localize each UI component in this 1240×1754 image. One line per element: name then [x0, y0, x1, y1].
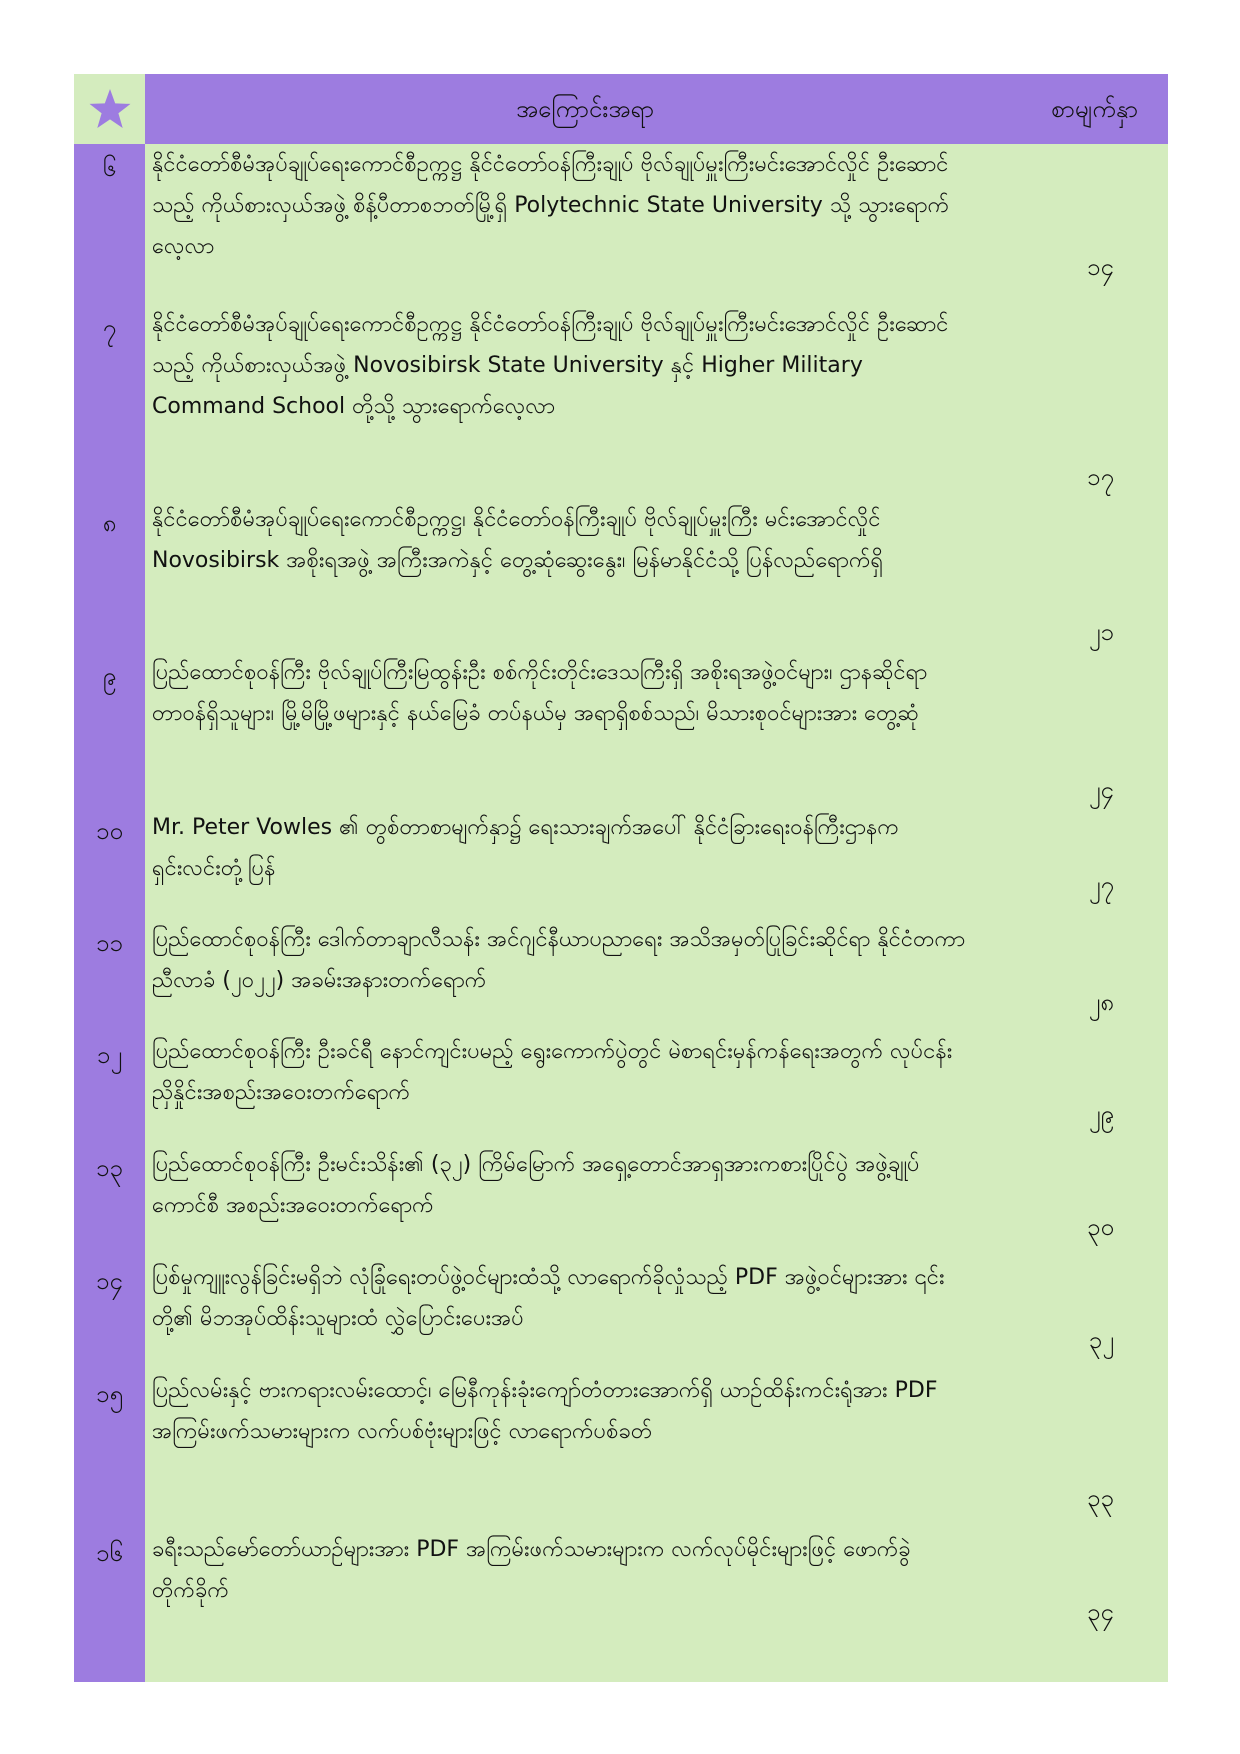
- entry-number: ၈: [102, 509, 117, 537]
- contents-heading: အကြောင်းအရာ: [516, 95, 654, 123]
- entry-page: ၃၀: [1087, 1213, 1114, 1241]
- entry-number: ၁၆: [96, 1539, 123, 1567]
- entry-page: ၃၄: [1087, 1598, 1114, 1626]
- entry-title: နိုင်ငံတော်စီမံအုပ်ချုပ်ရေးကောင်စီဥက္ကဋ္ဌ နိုင်ငံတော်ဝန်ကြီးချုပ် ဗိုလ်ချုပ်မှူးကြီးမင်းအောင်လှိုင် ဦးဆောင်သည့် ကိုယ်စားလှယ်အဖွဲ့ Novosibirsk State University နှင့် Higher Military Command School တို့သို့ သွားရောက်လေ့လာ: [152, 312, 949, 419]
- entry-title: ပြည်လမ်းနှင့် ဗားကရားလမ်းထောင့်၊ မြေနီကုန်းခုံးကျော်တံတားအောက်ရှိ ယာဉ်ထိန်းကင်းရုံအား PDF အကြမ်းဖက်သမားများက လက်ပစ်ဗုံးများဖြင့် လာရောက်ပစ်ခတ်: [152, 1378, 938, 1444]
- entry-title: Mr. Peter Vowles ၏ တွစ်တာစာမျက်နှာ၌ ရေးသားချက်အပေါ် နိုင်ငံခြားရေးဝန်ကြီးဌာနက ရှင်းလင်းတုံ့ပြန်: [152, 815, 899, 881]
- entry-page: ၂၈: [1088, 988, 1114, 1016]
- entry-page: ၂၄: [1088, 776, 1114, 804]
- toc-entry[interactable]: [74, 144, 1168, 294]
- entry-page: ၃၃: [1087, 1484, 1114, 1512]
- page-column-heading: စာမျက်နှာ: [1051, 95, 1138, 123]
- entry-number: ၆: [102, 154, 117, 182]
- entry-number: ၇: [102, 314, 117, 342]
- entry-number: ၁၂: [96, 1041, 123, 1069]
- toc-entry[interactable]: [74, 499, 1168, 659]
- entry-title: ပြည်ထောင်စုဝန်ကြီး ဦးခင်ရီ နောင်ကျင်းပမည့် ရွေးကောက်ပွဲတွင် မဲစာရင်းမှန်ကန်ရေးအတွက် လုပ်ငန်းညှိနှိုင်းအစည်းအဝေးတက်ရောက်: [152, 1039, 953, 1105]
- entry-page: ၃၂: [1088, 1326, 1114, 1354]
- entry-page: ၁၄: [1087, 253, 1114, 281]
- entry-title: နိုင်ငံတော်စီမံအုပ်ချုပ်ရေးကောင်စီဥက္ကဋ္ဌ၊ နိုင်ငံတော်ဝန်ကြီးချုပ် ဗိုလ်ချုပ်မှူးကြီး မင်းအောင်လှိုင် Novosibirsk အစိုးရအဖွဲ့ အကြီးအကဲနှင့် တွေ့ဆုံဆွေးနွေး၊ မြန်မာနိုင်ငံသို့ ပြန်လည်ရောက်ရှိ: [152, 507, 884, 573]
- entry-title: ပြစ်မှုကျူးလွန်ခြင်းမရှိဘဲ လုံခြုံရေးတပ်ဖွဲ့ဝင်များထံသို့ လာရောက်ခိုလှုံသည့် PDF အဖွဲ့ဝင်များအား ၎င်းတို့၏ မိဘအုပ်ထိန်းသူများထံ လွှဲပြောင်းပေးအပ်: [152, 1265, 945, 1331]
- entry-title: နိုင်ငံတော်စီမံအုပ်ချုပ်ရေးကောင်စီဥက္ကဋ္ဌ နိုင်ငံတော်ဝန်ကြီးချုပ် ဗိုလ်ချုပ်မှူးကြီးမင်းအောင်လှိုင် ဦးဆောင်သည့် ကိုယ်စားလှယ်အဖွဲ့ စိန့်ပီတာစဘတ်မြို့ရှိ Polytechnic State University သို့ သွားရောက်လေ့လာ: [152, 152, 950, 259]
- entry-number: ၉: [102, 662, 117, 690]
- toc-entry[interactable]: [74, 807, 1168, 912]
- star-cell: [74, 74, 145, 144]
- toc-entry[interactable]: [74, 304, 1168, 504]
- entry-page: ၁၇: [1087, 463, 1114, 491]
- entry-title: ပြည်ထောင်စုဝန်ကြီး ဗိုလ်ချုပ်ကြီးမြထွန်းဦး စစ်ကိုင်းတိုင်းဒေသကြီးရှိ အစိုးရအဖွဲ့ဝင်များ၊ ဌာနဆိုင်ရာတာဝန်ရှိသူများ၊ မြို့မိမြို့ဖများနှင့် နယ်မြေခံ တပ်နယ်မှ အရာရှိစစ်သည်၊ မိသားစုဝင်များအား တွေ့ဆုံ: [152, 660, 928, 726]
- entry-number: ၁၅: [96, 1380, 123, 1408]
- entry-number: ၁၁: [96, 929, 123, 957]
- star-icon: [88, 87, 132, 131]
- toc-entry[interactable]: [74, 1529, 1168, 1639]
- toc-entry[interactable]: [74, 1370, 1168, 1525]
- toc-entry[interactable]: [74, 1257, 1168, 1367]
- entry-title: ခရီးသည်မော်တော်ယာဉ်များအား PDF အကြမ်းဖက်သမားများက လက်လုပ်မိုင်းများဖြင့် ဖောက်ခွဲတိုက်ခိုက်: [152, 1537, 911, 1603]
- entry-number: ၁၀: [96, 817, 123, 845]
- entry-number: ၁၄: [96, 1267, 123, 1295]
- entry-page: ၂၁: [1088, 618, 1114, 646]
- entry-title: ပြည်ထောင်စုဝန်ကြီး ဦးမင်းသိန်း၏ (၃၂) ကြိမ်မြောက် အရှေ့တောင်အာရှအားကစားပြိုင်ပွဲ အဖွဲ့ချုပ်ကောင်စီ အစည်းအဝေးတက်ရောက်: [152, 1152, 920, 1218]
- table-of-contents: [74, 74, 1168, 1682]
- entry-number: ၁၃: [96, 1154, 123, 1182]
- toc-header: [74, 74, 1168, 144]
- entry-page: ၂၉: [1088, 1100, 1114, 1128]
- toc-entry[interactable]: [74, 652, 1168, 817]
- toc-entry[interactable]: [74, 1031, 1168, 1141]
- toc-entry[interactable]: [74, 1144, 1168, 1254]
- toc-entry[interactable]: [74, 919, 1168, 1029]
- entry-title: ပြည်ထောင်စုဝန်ကြီး ဒေါက်တာချာလီသန်း အင်ဂျင်နီယာပညာရေး အသိအမှတ်ပြုခြင်းဆိုင်ရာ နိုင်ငံတကာညီလာခံ (၂၀၂၂) အခမ်းအနားတက်ရောက်: [152, 927, 966, 993]
- entry-page: ၂၇: [1088, 871, 1114, 899]
